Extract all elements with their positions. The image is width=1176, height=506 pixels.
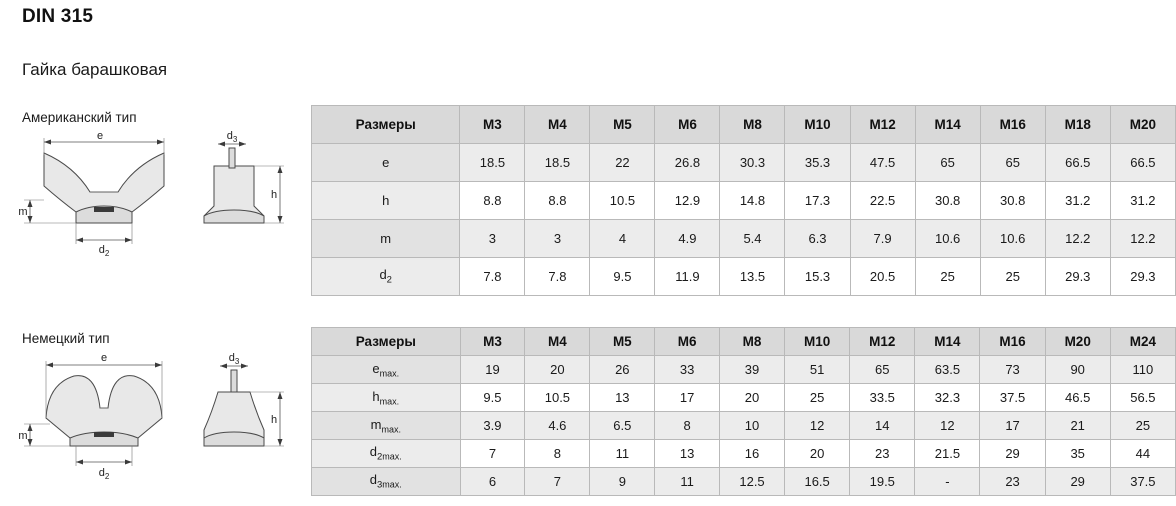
row-label-e: e: [312, 144, 460, 182]
cell: 7.9: [850, 220, 915, 258]
cell: 110: [1110, 356, 1175, 384]
table-row: [312, 356, 1176, 384]
dim-label-d3-american: $d_3$: [226, 130, 238, 144]
cell: 9.5: [590, 258, 655, 296]
cell: 29.3: [1045, 258, 1110, 296]
row-label-d3-max: $d_{3max.}$: [312, 468, 461, 496]
dim-label-d3-german: $d_3$: [228, 352, 240, 366]
cell: 10.6: [980, 220, 1045, 258]
dim-label-h-german: h: [270, 414, 278, 426]
cell: 31.2: [1045, 182, 1110, 220]
cell: 17: [655, 384, 720, 412]
cell: 11.9: [655, 258, 720, 296]
cell: 44: [1110, 440, 1175, 468]
cell: 51: [785, 356, 850, 384]
cell: 18.5: [460, 144, 525, 182]
cell: 29: [1045, 468, 1110, 496]
row-label-m: m: [312, 220, 460, 258]
table-header-col-6: M12: [850, 106, 915, 144]
row-label-h-max: $h_{max.}$: [312, 384, 461, 412]
table-header-col-6: M12: [850, 328, 915, 356]
drawing-german-wing-nut: [14, 350, 299, 495]
row-label-e-max: $e_{max.}$: [312, 356, 461, 384]
cell: 65: [850, 356, 915, 384]
cell: 33: [655, 356, 720, 384]
row-label-d2: $d_2$: [312, 258, 460, 296]
row-label-h: h: [312, 182, 460, 220]
cell: 73: [980, 356, 1045, 384]
cell: 14: [850, 412, 915, 440]
cell: 4.9: [655, 220, 720, 258]
dim-label-d2-american: $d_2$: [98, 244, 110, 258]
table-row: [312, 144, 1176, 182]
cell: 26: [590, 356, 655, 384]
cell: 35.3: [785, 144, 850, 182]
table-row: [312, 384, 1176, 412]
cell: 13: [655, 440, 720, 468]
cell: 20: [785, 440, 850, 468]
cell: 90: [1045, 356, 1110, 384]
cell: 18.5: [525, 144, 590, 182]
cell: 7.8: [525, 258, 590, 296]
table-header-sizes: Размеры: [312, 106, 460, 144]
cell: 10.5: [590, 182, 655, 220]
cell: 12.2: [1110, 220, 1175, 258]
cell: 16.5: [785, 468, 850, 496]
cell: 8: [525, 440, 590, 468]
cell: 21: [1045, 412, 1110, 440]
cell: 20: [719, 384, 784, 412]
row-label-m-max: $m_{max.}$: [312, 412, 461, 440]
cell: 12.9: [655, 182, 720, 220]
product-name: Гайка барашковая: [22, 60, 168, 79]
cell: 12: [915, 412, 980, 440]
table-american-type: [311, 105, 1176, 296]
cell: 21.5: [915, 440, 980, 468]
cell: 46.5: [1045, 384, 1110, 412]
dim-label-e-american: e: [96, 130, 104, 142]
table-header-col-1: M4: [525, 328, 590, 356]
cell: 17: [980, 412, 1045, 440]
table-header-col-5: M10: [785, 328, 850, 356]
drawing-american-wing-nut: [14, 128, 299, 273]
cell: 11: [590, 440, 655, 468]
table-row: [312, 440, 1176, 468]
cell: 66.5: [1045, 144, 1110, 182]
table-header-col-7: M14: [915, 106, 980, 144]
cell: 12.2: [1045, 220, 1110, 258]
cell: 6: [460, 468, 525, 496]
cell: 19: [460, 356, 525, 384]
cell: 9: [590, 468, 655, 496]
table-header-col-1: M4: [525, 106, 590, 144]
cell: 30.8: [980, 182, 1045, 220]
cell: 13.5: [720, 258, 785, 296]
dim-label-m-american: m: [18, 206, 28, 218]
table-header-col-9: M20: [1045, 328, 1110, 356]
cell: 4.6: [525, 412, 590, 440]
cell: 23: [980, 468, 1045, 496]
cell: 12.5: [719, 468, 784, 496]
table-header-col-8: M16: [980, 328, 1045, 356]
cell: 20.5: [850, 258, 915, 296]
cell: 22: [590, 144, 655, 182]
cell: 35: [1045, 440, 1110, 468]
cell: 29.3: [1110, 258, 1175, 296]
table-row: [312, 468, 1176, 496]
table-header-col-5: M10: [785, 106, 850, 144]
table-header-col-0: M3: [460, 106, 525, 144]
table-header-col-2: M5: [590, 106, 655, 144]
table-header-row: [312, 328, 1176, 356]
table-header-col-8: M16: [980, 106, 1045, 144]
cell: 25: [1110, 412, 1175, 440]
cell: 11: [655, 468, 720, 496]
cell: 65: [980, 144, 1045, 182]
cell: 6.3: [785, 220, 850, 258]
cell: 8.8: [525, 182, 590, 220]
cell: 13: [590, 384, 655, 412]
cell: 25: [915, 258, 980, 296]
table-header-col-3: M6: [655, 106, 720, 144]
dim-label-d2-german: $d_2$: [98, 467, 110, 481]
table-row: [312, 182, 1176, 220]
cell: 12: [785, 412, 850, 440]
cell: 30.8: [915, 182, 980, 220]
cell: 39: [719, 356, 784, 384]
table-header-col-3: M6: [655, 328, 720, 356]
table-header-col-10: M20: [1110, 106, 1175, 144]
table-row: [312, 220, 1176, 258]
table-header-col-9: M18: [1045, 106, 1110, 144]
cell: 37.5: [980, 384, 1045, 412]
cell: 8: [655, 412, 720, 440]
cell: 7.8: [460, 258, 525, 296]
cell: 47.5: [850, 144, 915, 182]
table-row: [312, 258, 1176, 296]
cell: 25: [980, 258, 1045, 296]
table-header-col-4: M8: [720, 106, 785, 144]
table-header-col-10: M24: [1110, 328, 1175, 356]
cell: 9.5: [460, 384, 525, 412]
cell: 63.5: [915, 356, 980, 384]
cell: 10.6: [915, 220, 980, 258]
cell: 22.5: [850, 182, 915, 220]
cell: 30.3: [720, 144, 785, 182]
cell: 37.5: [1110, 468, 1175, 496]
cell: 23: [850, 440, 915, 468]
row-label-d2-max: $d_{2max.}$: [312, 440, 461, 468]
cell: 7: [525, 468, 590, 496]
section-label-german: Немецкий тип: [22, 331, 110, 346]
table-header-col-7: M14: [915, 328, 980, 356]
cell: 14.8: [720, 182, 785, 220]
cell: 20: [525, 356, 590, 384]
cell: 3.9: [460, 412, 525, 440]
cell: 16: [719, 440, 784, 468]
cell: 3: [460, 220, 525, 258]
table-header-col-2: M5: [590, 328, 655, 356]
cell: 17.3: [785, 182, 850, 220]
cell: 25: [785, 384, 850, 412]
cell: 15.3: [785, 258, 850, 296]
cell: 19.5: [850, 468, 915, 496]
cell: 8.8: [460, 182, 525, 220]
section-label-american: Американский тип: [22, 110, 137, 125]
table-german-type: [311, 327, 1176, 496]
dim-label-m-german: m: [18, 430, 28, 442]
cell: 10: [719, 412, 784, 440]
cell: 10.5: [525, 384, 590, 412]
cell: 65: [915, 144, 980, 182]
table-header-col-4: M8: [719, 328, 784, 356]
cell: 66.5: [1110, 144, 1175, 182]
cell: 7: [460, 440, 525, 468]
cell: 5.4: [720, 220, 785, 258]
table-row: [312, 412, 1176, 440]
table-header-sizes: Размеры: [312, 328, 461, 356]
cell: -: [915, 468, 980, 496]
cell: 32.3: [915, 384, 980, 412]
cell: 56.5: [1110, 384, 1175, 412]
cell: 6.5: [590, 412, 655, 440]
dim-label-e-german: e: [100, 352, 108, 364]
cell: 3: [525, 220, 590, 258]
table-header-row: [312, 106, 1176, 144]
dim-label-h-american: h: [270, 189, 278, 201]
cell: 33.5: [850, 384, 915, 412]
cell: 31.2: [1110, 182, 1175, 220]
table-header-col-0: M3: [460, 328, 525, 356]
cell: 29: [980, 440, 1045, 468]
cell: 26.8: [655, 144, 720, 182]
cell: 4: [590, 220, 655, 258]
page-title: DIN 315: [22, 6, 94, 27]
